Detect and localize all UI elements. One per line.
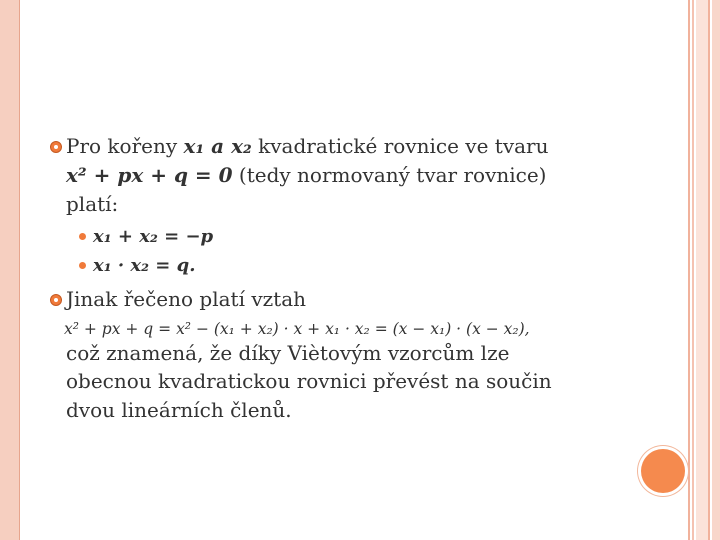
bullet2-line5: dvou lineárních členů. xyxy=(66,398,292,422)
bullet-icon xyxy=(50,294,62,306)
bullet2-line1: Jinak řečeno platí vztah xyxy=(66,287,306,311)
stripe xyxy=(692,0,694,540)
bullet1-line1-pre: Pro kořeny xyxy=(66,134,184,158)
bullet2-line3: což znamená, že díky Viètovým vzorcům lze xyxy=(66,341,510,365)
left-border-line xyxy=(19,0,20,540)
bullet1-line1-post: kvadratické rovnice ve tvaru xyxy=(251,134,549,158)
bullet2-line4: obecnou kvadratickou rovnici převést na součin xyxy=(66,369,552,393)
bullet-icon xyxy=(50,141,62,153)
bullet1-line1-math: x₁ a x₂ xyxy=(183,134,252,158)
bullet1-equation: x² + px + q = 0 xyxy=(66,163,233,187)
sub-bullet-icon xyxy=(79,233,86,240)
stripe xyxy=(708,0,710,540)
stripe xyxy=(712,0,720,540)
stripe xyxy=(688,0,690,540)
factorization-text: x² + px + q = x² − (x₁ + x₂) · x + x₁ · x₂ = (x − x₁) · (x − x₂), xyxy=(64,320,530,338)
stripe xyxy=(696,0,708,540)
bullet1-line2-post: (tedy normovaný tvar rovnice) xyxy=(232,163,547,187)
vieta-sum-text: x₁ + x₂ = −p xyxy=(93,226,214,247)
bullet1-line1 xyxy=(66,131,548,161)
sub-bullet-icon xyxy=(79,262,86,269)
vieta-sum-formula xyxy=(93,222,213,252)
vieta-product-formula xyxy=(93,251,196,281)
right-stripe-decoration xyxy=(688,0,720,540)
bullet1-line3: platí: xyxy=(66,192,119,216)
bullet1-line2 xyxy=(66,160,546,190)
vieta-product-text: x₁ · x₂ = q. xyxy=(93,255,196,276)
orange-circle-decoration xyxy=(641,449,685,493)
left-border-decoration xyxy=(0,0,20,540)
